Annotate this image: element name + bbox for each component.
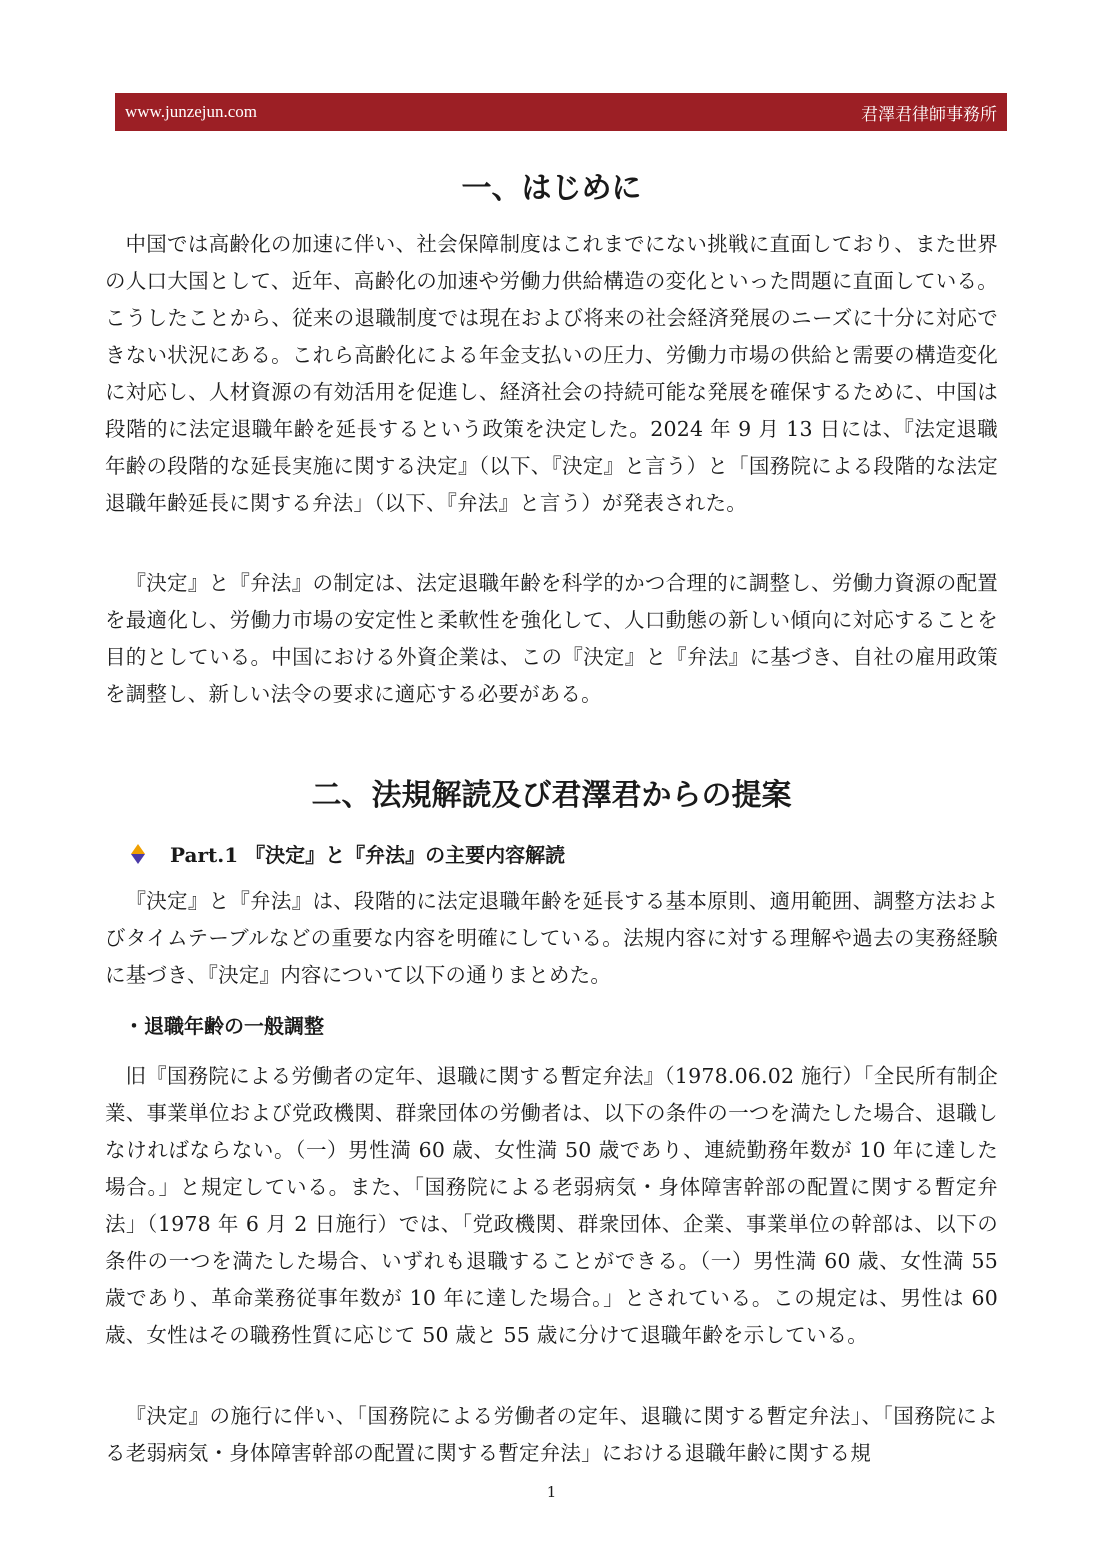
header-bar xyxy=(115,93,1007,131)
section2-paragraph-2: 『決定』の施行に伴い、「国務院による労働者の定年、退職に関する暫定弁法」、「国務院による老弱病気・身体障害幹部の配置に関する暫定弁法」における退職年齢に関する規 xyxy=(105,1404,998,1465)
part1-heading-text: Part.1 『決定』と『弁法』の主要内容解読 xyxy=(170,843,566,867)
section1-paragraph-1: 中国では高齢化の加速に伴い、社会保障制度はこれまでにない挑戦に直面しており、また世界の人口大国として、近年、高齢化の加速や労働力供給構造の変化といった問題に直面している。こうしたことから、従来の退職制度では現在および将来の社会経済発展のニーズに十分に対応できない状況にある。これら高齢化による年金支払いの圧力、労働力市場の供給と需要の構造変化に対応し、人材資源の有効活用を促進し、経済社会の持続可能な発展を確保するために、中国は段階的に法定退職年齢を延長するという政策を決定した。2024 年 9 月 13 日には、『法定退職年齢の段階的な延長実施に関する決定』（以下、『決定』と言う）と「国務院による段階的な法定退職年齢延長に関する弁法」（以下、『弁法』と言う）が発表された。 xyxy=(105,232,998,515)
section1-paragraph-2: 『決定』と『弁法』の制定は、法定退職年齢を科学的かつ合理的に調整し、労働力資源の配置を最適化し、労働力市場の安定性と柔軟性を強化して、人口動態の新しい傾向に対応することを目的としている。中国における外資企業は、この『決定』と『弁法』に基づき、自社の雇用政策を調整し、新しい法令の要求に適応する必要がある。 xyxy=(105,571,998,706)
retirement-age-heading: ・退職年齢の一般調整 xyxy=(124,1014,324,1038)
part1-paragraph: 『決定』と『弁法』は、段階的に法定退職年齢を延長する基本原則、適用範囲、調整方法およびタイムテーブルなどの重要な内容を明確にしている。法規内容に対する理解や過去の実務経験に基づき、『決定』内容について以下の通りまとめた。 xyxy=(105,889,998,987)
section1-title: 一、はじめに xyxy=(461,171,642,206)
section2-title: 二、法規解読及び君澤君からの提案 xyxy=(311,778,792,813)
part1-heading xyxy=(128,839,565,868)
header-firm-name: 君澤君律師事務所 xyxy=(861,104,997,124)
page-number: 1 xyxy=(546,1483,557,1501)
section2-paragraph-1: 旧『国務院による労働者の定年、退職に関する暫定弁法』（1978.06.02 施行）「全民所有制企業、事業単位および党政機関、群衆団体の労働者は、以下の条件の一つを満たした場合、退職しなければならない。（一）男性満 60 歳、女性満 50 歳であり、連続勤務年数が 10 年に達した場合。」と規定している。また、「国務院による老弱病気・身体障害幹部の配置に関する暫定弁法」（1978 年 6 月 2 日施行）では、「党政機関、群衆団体、企業、事業単位の幹部は、以下の条件の一つを満たした場合、いずれも退職することができる。（一）男性満 60 歳、女性満 55 歳であり、革命業務従事年数が 10 年に達した場合。」とされている。この規定は、男性は 60 歳、女性はその職務性質に応じて 50 歳と 55 歳に分けて退職年齢を示している。 xyxy=(105,1064,998,1347)
header-url[interactable]: www.junzejun.com xyxy=(125,102,258,121)
arrow-bullet-icon xyxy=(128,844,148,864)
